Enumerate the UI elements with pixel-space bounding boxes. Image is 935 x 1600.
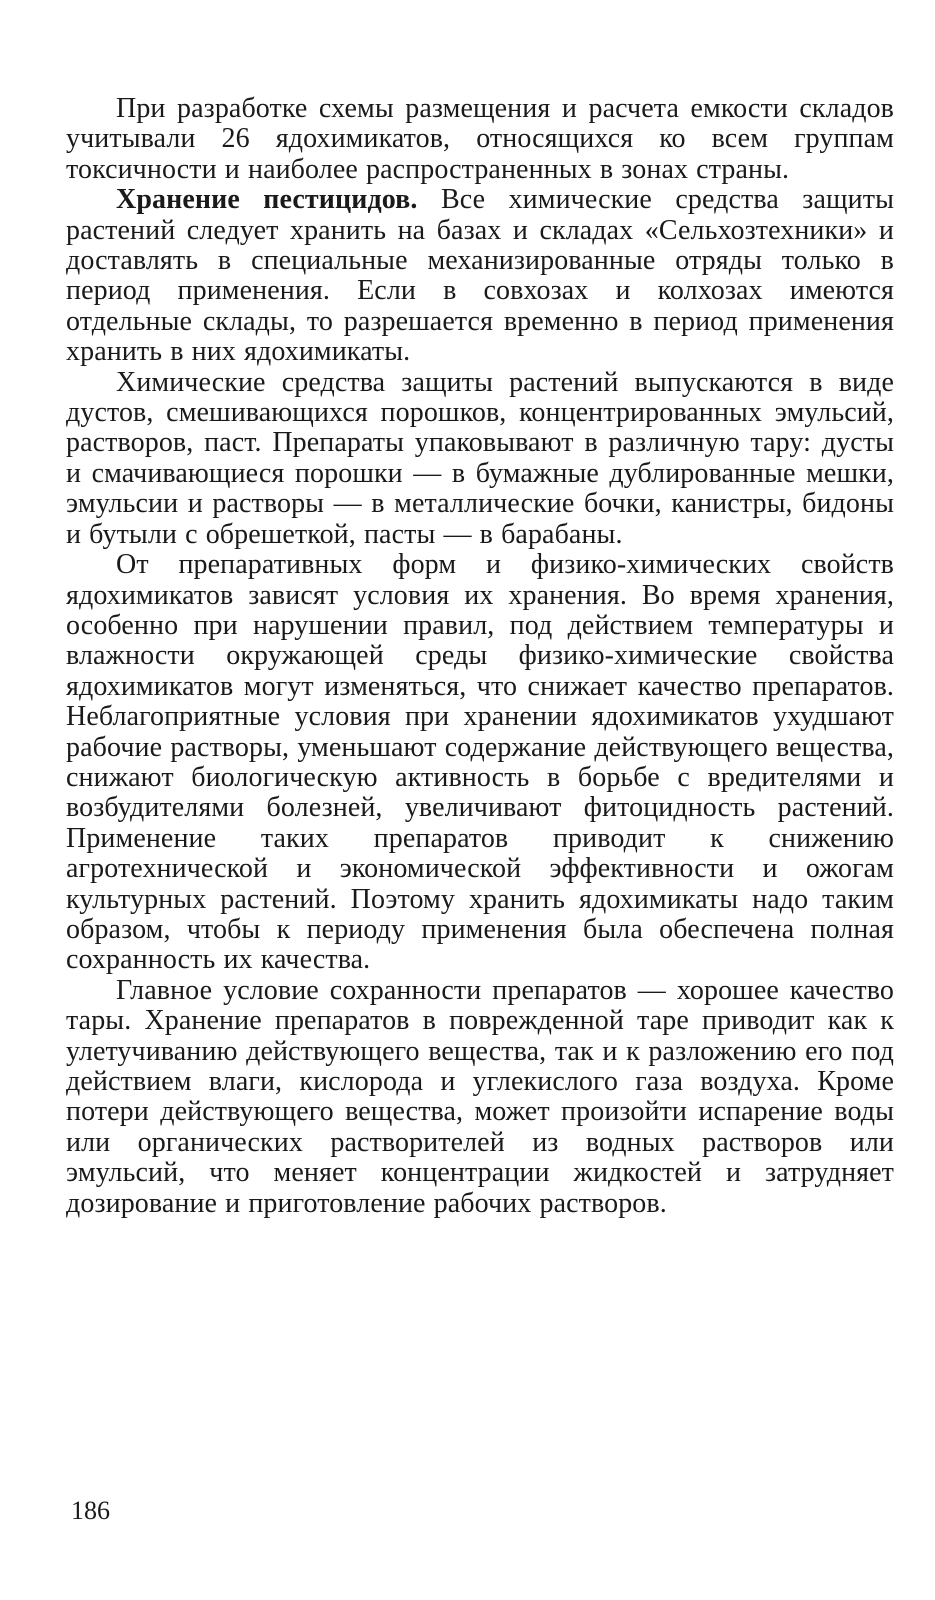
page-number: 186 xyxy=(71,1496,110,1525)
paragraph-storage-conditions xyxy=(66,550,894,976)
book-page-body xyxy=(66,94,894,1219)
paragraph-packaging-forms xyxy=(66,368,894,550)
section-heading-pesticide-storage: Хранение пестицидов. xyxy=(116,184,418,216)
paragraph-text: Главное условие сохранности препаратов — хорошее качество тары. Хранение препаратов в поврежденной таре приводит как к улетучиванию действующего вещества, так и к разложению его под действием влаги, кислорода и углекислого газа воздуха. Кроме потери действующего вещества, может произойти испарение воды или органических растворителей из водных растворов или эмульсий, что меняет концентрации жидкостей и затрудняет дозирование и приготовление рабочих растворов. xyxy=(66,974,894,1219)
paragraph-text: От препаративных форм и физико-химических свойств ядохимикатов зависят условия их хранения. Во время хранения, особенно при нарушении правил, под действием температуры и влажности окружающей среды физико-химические свойства ядохимикатов могут изменяться, что снижает качество препаратов. Неблагоприятные условия при хранении ядохимикатов ухудшают рабочие растворы, уменьшают содержание действующего вещества, снижают биологическую активность в борьбе с вредителями и возбудителями болезней, увеличивают фитоцидность растений. Применение таких препаратов приводит к снижению агротехнической и экономической эффективности и ожогам культурных растений. Поэтому хранить ядохимикаты надо таким образом, чтобы к периоду применения была обеспечена полная сохранность их качества. xyxy=(66,549,894,976)
paragraph-text: Все химические средства защиты растений следует хранить на базах и складах «Сельхозтехники» и доставлять в специальные механизированные отряды только в период применения. Если в совхозах и колхозах имеются отдельные склады, то разрешается временно в период применения хранить в них ядохимикаты. xyxy=(66,184,894,368)
paragraph-text: При разработке схемы размещения и расчета емкости складов учитывали 26 ядохимикатов, относящихся ко всем группам токсичности и наиболее распространенных в зонах страны. xyxy=(66,93,894,185)
paragraph-storage-capacity xyxy=(66,94,894,185)
paragraph-pesticide-storage xyxy=(66,185,894,367)
paragraph-container-quality xyxy=(66,976,894,1219)
paragraph-text: Химические средства защиты растений выпускаются в виде дустов, смешивающихся порошков, концентрированных эмульсий, растворов, паст. Препараты упаковывают в различную тару: дусты и смачивающиеся порошки — в бумажные дублированные мешки, эмульсии и растворы — в металлические бочки, канистры, бидоны и бутыли с обрешеткой, пасты — в барабаны. xyxy=(66,366,894,550)
